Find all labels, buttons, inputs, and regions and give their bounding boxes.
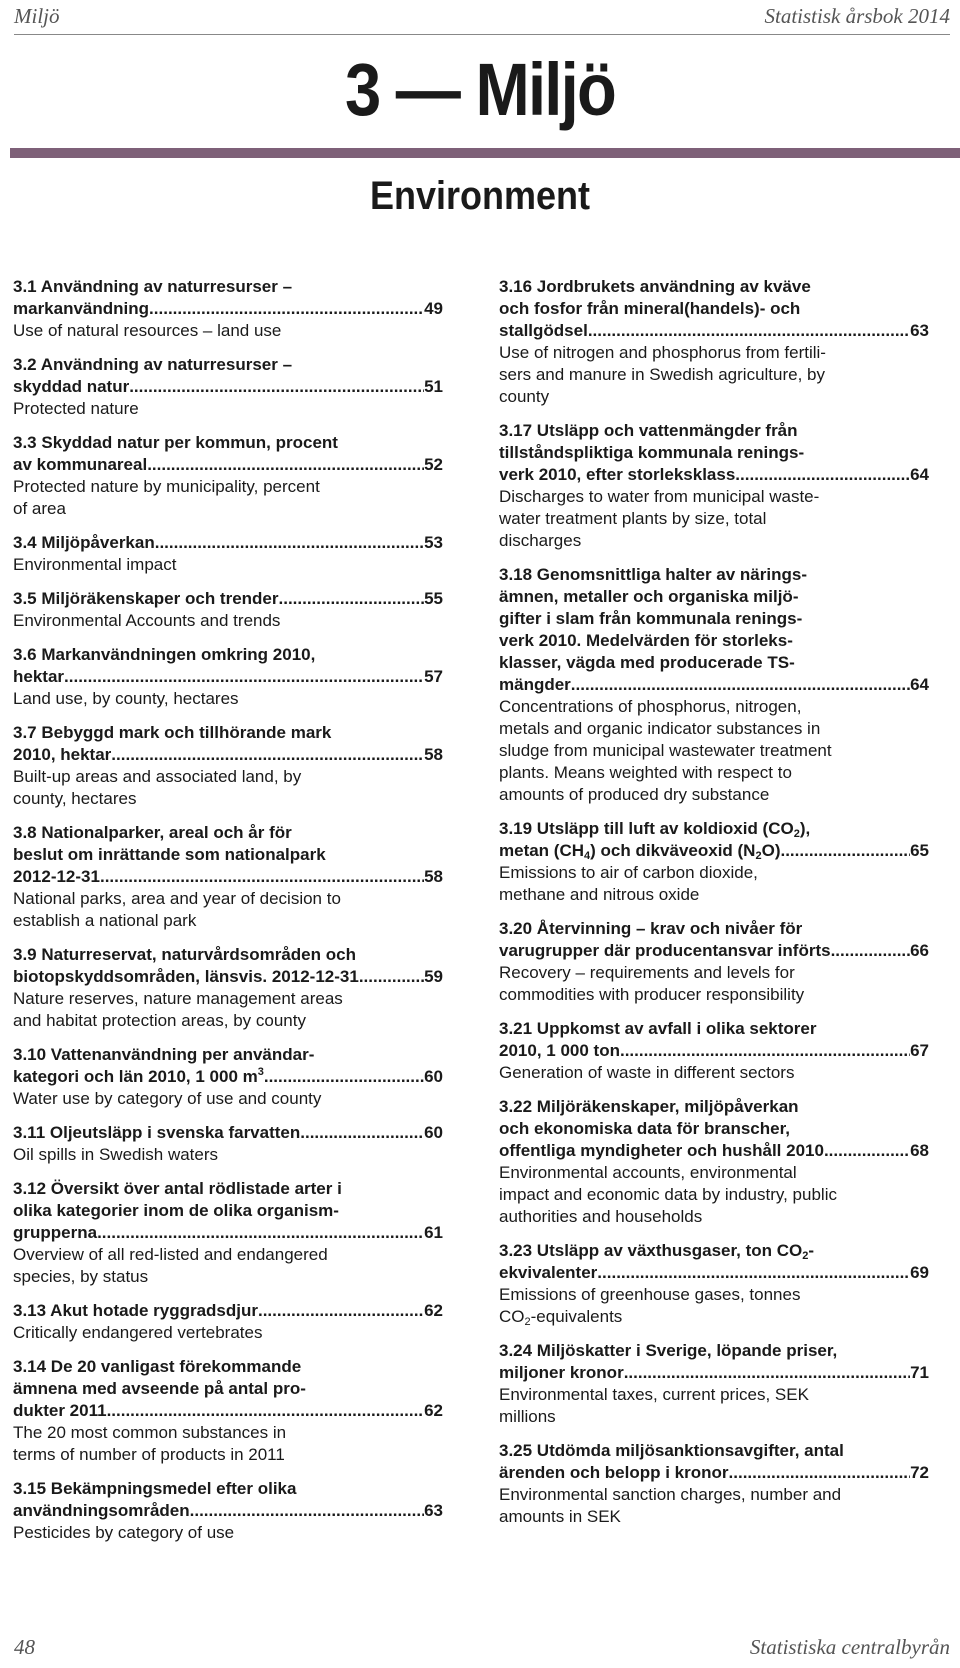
toc-page-number: 51 <box>424 377 443 396</box>
toc-english-line: Environmental impact <box>13 555 177 574</box>
toc-title-line: miljoner kronor <box>499 1363 624 1382</box>
toc-english-title <box>13 1244 443 1288</box>
dot-leader <box>100 866 424 888</box>
toc-title-line: dukter 2011 <box>13 1401 107 1420</box>
toc-title-line: 3.7 Bebyggd mark och tillhörande mark <box>13 723 332 742</box>
toc-english-line: Recovery – requirements and levels for <box>499 963 795 982</box>
dot-leader <box>111 744 424 766</box>
toc-entry-3-4[interactable] <box>13 532 443 576</box>
toc-title-line: 3.18 Genomsnittliga halter av närings- <box>499 565 807 584</box>
toc-page-number: 58 <box>424 867 443 886</box>
toc-title-line: 3.1 Användning av naturresurser – <box>13 277 293 296</box>
toc-title-line: 3.25 Utdömda miljösanktionsavgifter, antal <box>499 1441 844 1460</box>
toc-left-column <box>13 276 443 1556</box>
toc-english-title <box>13 1422 443 1466</box>
toc-english-title <box>499 962 929 1006</box>
toc-entry-3-10[interactable] <box>13 1044 443 1110</box>
toc-entry-3-17[interactable] <box>499 420 929 552</box>
toc-english-title <box>499 862 929 906</box>
toc-entry-3-15[interactable] <box>13 1478 443 1544</box>
toc-english-line: amounts of produced dry substance <box>499 785 770 804</box>
toc-english-line: Built-up areas and associated land, by <box>13 767 302 786</box>
toc-page-number: 57 <box>424 667 443 686</box>
toc-title-line: 2010, 1 000 ton <box>499 1041 620 1060</box>
toc-english-title <box>499 696 929 806</box>
toc-english-line: sludge from municipal wastewater treatment <box>499 741 832 760</box>
toc-page-number: 55 <box>424 589 443 608</box>
toc-title-line: 3.8 Nationalparker, areal och år för <box>13 823 292 842</box>
toc-title-line: 3.22 Miljöräkenskaper, miljöpåverkan <box>499 1097 799 1116</box>
toc-title-line: beslut om inrättande som nationalpark <box>13 845 326 864</box>
dot-leader <box>264 1066 424 1088</box>
toc-english-line: millions <box>499 1407 556 1426</box>
toc-english-title <box>13 1522 443 1544</box>
toc-english-title <box>499 1162 929 1228</box>
toc-entry-3-20[interactable] <box>499 918 929 1006</box>
toc-page-number: 60 <box>424 1067 443 1086</box>
toc-page-number: 58 <box>424 745 443 764</box>
dot-leader <box>780 840 910 862</box>
toc-english-line: Emissions of greenhouse gases, tonnes <box>499 1285 801 1304</box>
toc-title-line: tillståndspliktiga kommunala renings- <box>499 443 805 462</box>
toc-english-line: Concentrations of phosphorus, nitrogen, <box>499 697 802 716</box>
toc-title-line: 3.15 Bekämpningsmedel efter olika <box>13 1479 297 1498</box>
toc-english-line: Environmental sanction charges, number and <box>499 1485 842 1504</box>
toc-english-line: Oil spills in Swedish waters <box>13 1145 219 1164</box>
toc-title-line: och fosfor från mineral(handels)- och <box>499 299 801 318</box>
toc-english-title <box>13 1144 443 1166</box>
toc-english-line: Overview of all red-listed and endangered <box>13 1245 328 1264</box>
dot-leader <box>620 1040 910 1062</box>
toc-english-line: The 20 most common substances in <box>13 1423 287 1442</box>
toc-title-line: ämnena med avseende på antal pro- <box>13 1379 306 1398</box>
toc-entry-3-23[interactable] <box>499 1240 929 1328</box>
header-section-label: Miljö <box>14 4 60 28</box>
toc-english-line: Nature reserves, nature management areas <box>13 989 343 1008</box>
toc-entry-3-11[interactable] <box>13 1122 443 1166</box>
toc-page-number: 62 <box>424 1401 443 1420</box>
toc-title-line: hektar <box>13 667 65 686</box>
dot-leader <box>149 298 424 320</box>
toc-english-title <box>499 342 929 408</box>
toc-title-line: mängder <box>499 675 571 694</box>
toc-page-number: 62 <box>424 1301 443 1320</box>
dot-leader <box>735 464 910 486</box>
toc-page-number: 71 <box>910 1363 929 1382</box>
chapter-title: 3 — Miljö <box>345 48 615 131</box>
dot-leader <box>190 1500 424 1522</box>
toc-entry-3-3[interactable] <box>13 432 443 520</box>
toc-english-line: methane and nitrous oxide <box>499 885 700 904</box>
toc-english-line: Environmental accounts, environmental <box>499 1163 797 1182</box>
toc-title-line: ärenden och belopp i kronor <box>499 1463 729 1482</box>
toc-english-line: authorities and households <box>499 1207 703 1226</box>
toc-english-line: Critically endangered vertebrates <box>13 1323 263 1342</box>
toc-title-line: 3.6 Markanvändningen omkring 2010, <box>13 645 316 664</box>
toc-english-title <box>13 988 443 1032</box>
toc-title-line: 3.13 Akut hotade ryggradsdjur <box>13 1301 258 1320</box>
toc-english-line: National parks, area and year of decision to <box>13 889 341 908</box>
toc-english-title <box>13 688 443 710</box>
dot-leader <box>107 1400 425 1422</box>
toc-english-line: Environmental Accounts and trends <box>13 611 281 630</box>
toc-title-line: 3.19 Utsläpp till luft av koldioxid $(CO_2)$, <box>499 819 811 840</box>
dot-leader <box>588 320 910 342</box>
dot-leader <box>279 588 425 610</box>
toc-english-line: Use of nitrogen and phosphorus from fertili- <box>499 343 826 362</box>
toc-entry-3-25[interactable] <box>499 1440 929 1528</box>
toc-title-line: 3.17 Utsläpp och vattenmängder från <box>499 421 798 440</box>
toc-page-number: 68 <box>910 1141 929 1160</box>
toc-english-title <box>13 398 443 420</box>
toc-english-line: plants. Means weighted with respect to <box>499 763 792 782</box>
toc-page-number: 49 <box>424 299 443 318</box>
toc-page-number: 66 <box>910 941 929 960</box>
toc-english-line: species, by status <box>13 1267 149 1286</box>
toc-title-line: ekvivalenter <box>499 1263 598 1282</box>
toc-title-line: och ekonomiska data för branscher, <box>499 1119 790 1138</box>
toc-english-title <box>13 320 443 342</box>
toc-entry-3-9[interactable] <box>13 944 443 1032</box>
toc-title-line: 3.21 Uppkomst av avfall i olika sektorer <box>499 1019 817 1038</box>
toc-title-line: markanvändning <box>13 299 150 318</box>
toc-title-line: 3.10 Vattenanvändning per användar- <box>13 1045 315 1064</box>
toc-title-line: metan $(CH_4)$ och dikväveoxid $(N_2O)$ <box>499 841 781 862</box>
toc-english-title <box>499 486 929 552</box>
toc-english-line: county <box>499 387 550 406</box>
toc-page-number: 63 <box>910 321 929 340</box>
toc-english-line: establish a national park <box>13 911 197 930</box>
toc-title-line: 3.11 Oljeutsläpp i svenska farvatten <box>13 1123 301 1142</box>
dot-leader <box>258 1300 424 1322</box>
toc-title-line: verk 2010, efter storleksklass <box>499 465 736 484</box>
header-rule <box>14 34 950 35</box>
toc-english-line: terms of number of products in 2011 <box>13 1445 285 1464</box>
toc-entry-3-16[interactable] <box>499 276 929 408</box>
toc-english-line: commodities with producer responsibility <box>499 985 805 1004</box>
publisher-name: Statistiska centralbyrån <box>749 1635 950 1659</box>
dot-leader <box>624 1362 910 1384</box>
toc-page-number: 69 <box>910 1263 929 1282</box>
toc-title-line: 3.9 Naturreservat, naturvårdsområden och <box>13 945 356 964</box>
toc-english-title <box>499 1484 929 1528</box>
toc-entry-3-2[interactable] <box>13 354 443 420</box>
toc-entry-3-21[interactable] <box>499 1018 929 1084</box>
toc-english-line: Land use, by county, hectares <box>13 689 239 708</box>
toc-title-line: kategori och län 2010, 1 000 $m^3$ <box>13 1066 264 1086</box>
toc-entry-3-6[interactable] <box>13 644 443 710</box>
toc-entry-3-7[interactable] <box>13 722 443 810</box>
toc-title-line: användningsområden <box>13 1501 190 1520</box>
toc-english-line: Pesticides by category of use <box>13 1523 235 1542</box>
toc-title-line: 3.23 Utsläpp av växthusgaser, ton $CO_2-$ <box>499 1241 815 1262</box>
toc-entry-3-12[interactable] <box>13 1178 443 1288</box>
toc-english-line: Protected nature <box>13 399 139 418</box>
toc-title-line: 3.16 Jordbrukets användning av kväve <box>499 277 811 296</box>
toc-title-line: biotopskyddsområden, länsvis. 2012-12-31 <box>13 967 359 986</box>
toc-english-line: discharges <box>499 531 582 550</box>
toc-english-line: of area <box>13 499 66 518</box>
toc-english-title <box>499 1284 929 1328</box>
toc-title-line: olika kategorier inom de olika organism- <box>13 1201 339 1220</box>
toc-english-line: sers and manure in Swedish agriculture, by <box>499 365 825 384</box>
toc-english-line: county, hectares <box>13 789 137 808</box>
toc-entry-3-19[interactable] <box>499 818 929 906</box>
dot-leader <box>64 666 424 688</box>
toc-title-line: stallgödsel <box>499 321 588 340</box>
toc-english-line: Emissions to air of carbon dioxide, <box>499 863 758 882</box>
toc-page-number: 52 <box>424 455 443 474</box>
toc-entry-3-1[interactable] <box>13 276 443 342</box>
toc-entry-3-13[interactable] <box>13 1300 443 1344</box>
toc-page-number: 65 <box>910 841 929 860</box>
toc-title-line: 3.2 Användning av naturresurser – <box>13 355 293 374</box>
toc-entry-3-8[interactable] <box>13 822 443 932</box>
toc-english-title <box>13 766 443 810</box>
toc-english-title <box>13 888 443 932</box>
toc-page-number: 64 <box>910 675 929 694</box>
toc-page-number: 61 <box>424 1223 443 1242</box>
dot-leader <box>571 674 910 696</box>
dot-leader <box>147 454 424 476</box>
toc-english-line: and habitat protection areas, by county <box>13 1011 306 1030</box>
toc-title-line: 3.4 Miljöpåverkan <box>13 533 155 552</box>
toc-title-line: 3.14 De 20 vanligast förekommande <box>13 1357 302 1376</box>
dot-leader <box>155 532 424 554</box>
toc-english-line: Generation of waste in different sectors <box>499 1063 795 1082</box>
toc-entry-3-5[interactable] <box>13 588 443 632</box>
toc-english-title <box>13 1322 443 1344</box>
toc-title-line: ämnen, metaller och organiska miljö- <box>499 587 799 606</box>
toc-title-line: offentliga myndigheter och hushåll 2010 <box>499 1141 824 1160</box>
dot-leader <box>300 1122 424 1144</box>
toc-english-title <box>13 1088 443 1110</box>
toc-english-title <box>499 1384 929 1428</box>
toc-title-line: av kommunareal <box>13 455 148 474</box>
dot-leader <box>824 1140 910 1162</box>
toc-title-line: 3.24 Miljöskatter i Sverige, löpande priser, <box>499 1341 838 1360</box>
toc-title-line: skyddad natur <box>13 377 130 396</box>
toc-title-line: klasser, vägda med producerade TS- <box>499 653 795 672</box>
toc-page-number: 59 <box>424 967 443 986</box>
toc-page-number: 67 <box>910 1041 929 1060</box>
toc-title-line: 3.12 Översikt över antal rödlistade arter i <box>13 1179 342 1198</box>
page-number: 48 <box>14 1635 35 1659</box>
toc-title-line: grupperna <box>13 1223 98 1242</box>
chapter-color-band <box>10 148 960 158</box>
toc-english-line: $CO_2$-equivalents <box>499 1307 623 1328</box>
dot-leader <box>97 1222 424 1244</box>
toc-title-line: verk 2010. Medelvärden för storleks- <box>499 631 793 650</box>
dot-leader <box>597 1262 910 1284</box>
toc-english-line: metals and organic indicator substances in <box>499 719 821 738</box>
toc-english-line: Protected nature by municipality, percent <box>13 477 320 496</box>
toc-english-line: amounts in SEK <box>499 1507 621 1526</box>
toc-english-line: Use of natural resources – land use <box>13 321 282 340</box>
toc-english-line: water treatment plants by size, total <box>499 509 767 528</box>
toc-title-line: 2012-12-31 <box>13 867 100 886</box>
toc-entry-3-24[interactable] <box>499 1340 929 1428</box>
toc-page-number: 63 <box>424 1501 443 1520</box>
toc-page-number: 64 <box>910 465 929 484</box>
toc-title-line: 2010, hektar <box>13 745 112 764</box>
toc-right-column <box>499 276 929 1540</box>
dot-leader <box>729 1462 911 1484</box>
toc-english-title <box>499 1062 929 1084</box>
toc-title-line: gifter i slam från kommunala renings- <box>499 609 803 628</box>
toc-page-number: 72 <box>910 1463 929 1482</box>
toc-english-line: impact and economic data by industry, public <box>499 1185 837 1204</box>
toc-page-number: 60 <box>424 1123 443 1142</box>
dot-leader <box>129 376 424 398</box>
dot-leader <box>359 966 424 988</box>
header-book-title: Statistisk årsbok 2014 <box>764 4 950 28</box>
toc-title-line: 3.3 Skyddad natur per kommun, procent <box>13 433 338 452</box>
toc-entry-3-22[interactable] <box>499 1096 929 1228</box>
toc-page-number: 53 <box>424 533 443 552</box>
toc-title-line: 3.20 Återvinning – krav och nivåer för <box>499 919 803 938</box>
toc-english-line: Water use by category of use and county <box>13 1089 322 1108</box>
toc-title-line: varugrupper där producentansvar införts <box>499 941 831 960</box>
toc-english-line: Discharges to water from municipal waste- <box>499 487 820 506</box>
toc-english-title <box>13 610 443 632</box>
toc-english-line: Environmental taxes, current prices, SEK <box>499 1385 809 1404</box>
chapter-subtitle: Environment <box>369 174 591 218</box>
toc-english-title <box>13 554 443 576</box>
toc-title-line: 3.5 Miljöräkenskaper och trender <box>13 589 279 608</box>
toc-entry-3-14[interactable] <box>13 1356 443 1466</box>
dot-leader <box>831 940 911 962</box>
toc-entry-3-18[interactable] <box>499 564 929 806</box>
running-header <box>14 4 950 30</box>
toc-english-title <box>13 476 443 520</box>
